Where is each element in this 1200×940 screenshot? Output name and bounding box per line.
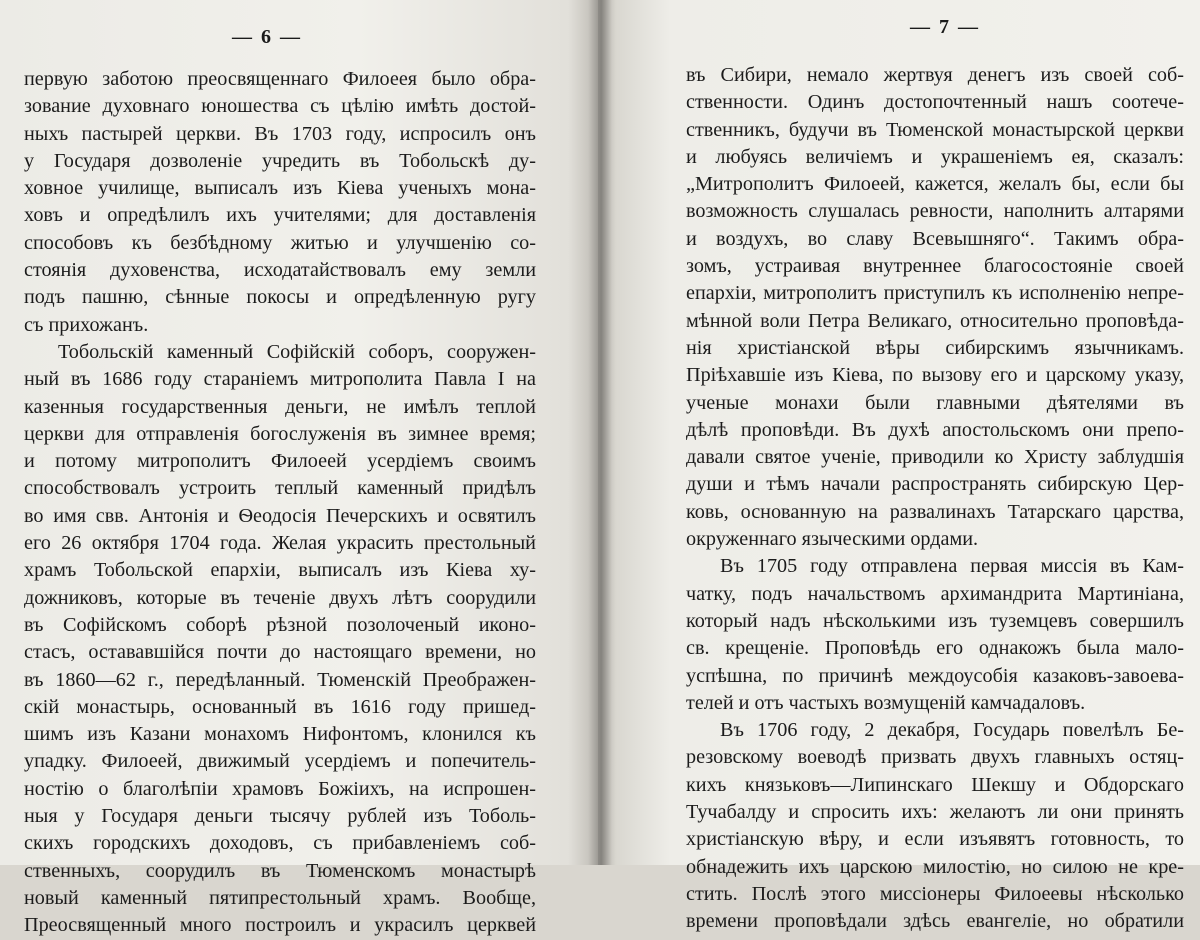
text-line: души и тѣмъ начали распространять сибирскую Цер- xyxy=(686,473,1184,496)
text-line: ковь, основанную на развалинахъ Татарскаго царства, xyxy=(686,500,1184,523)
text-line: и потому митрополитъ Филоеей усердіемъ своимъ xyxy=(24,450,536,473)
text-line: епархіи, митрополитъ приступилъ къ исполненію непре- xyxy=(686,282,1184,305)
text-line: св. крещеніе. Проповѣдь его однакожъ была мало- xyxy=(686,637,1184,660)
text-line: первую заботою преосвященнаго Филоеея было обра- xyxy=(24,68,536,90)
text-line: резовскому воеводѣ призвать двухъ главныхъ остяц- xyxy=(686,746,1184,769)
text-line: ственности. Одинъ достопочтенный нашъ соотече- xyxy=(686,91,1184,114)
text-line: Въ 1705 году отправлена первая миссія въ Кам- xyxy=(720,555,1184,578)
text-line: въ Сибири, немало жертвуя денегъ изъ своей соб- xyxy=(686,64,1184,86)
text-line: обнадежить ихъ царскою милостію, но силою не кре- xyxy=(686,855,1184,878)
text-line: церкви для отправленія богослуженія въ зимнее время; xyxy=(24,422,536,445)
text-line: нія христіанской вѣры сибирскимъ язычникамъ. xyxy=(686,336,1184,359)
text-line: казенныя государственныя деньги, не имѣлъ теплой xyxy=(24,395,536,418)
text-line: Преосвященный много построилъ и украсилъ церквей xyxy=(24,914,536,937)
text-line: телей и отъ частыхъ возмущеній камчадаловъ. xyxy=(686,691,1086,714)
text-line: во имя свв. Антонія и Ѳеодосія Печерскихъ и освятилъ xyxy=(24,504,536,527)
text-line: давали святое ученіе, приводили ко Христу заблудшія xyxy=(686,446,1184,469)
text-line: ховъ и опредѣлилъ ихъ учителями; для доставленія xyxy=(24,204,536,227)
page-number-right: — 7 — xyxy=(910,16,980,38)
text-line: чатку, подъ начальствомъ архимандрита Мартиніана, xyxy=(686,582,1184,605)
text-line: христіанскую вѣру, и если изъявятъ готовность, то xyxy=(686,828,1184,851)
text-line: зомъ, устраивая внутреннее благосостояніе своей xyxy=(686,255,1184,278)
text-line: времени проповѣдали здѣсь евангеліе, но обратили xyxy=(686,910,1184,933)
right-page xyxy=(598,0,1200,933)
text-line: Пріѣхавшіе изъ Кіева, по вызову его и царскому указу, xyxy=(686,364,1184,387)
left-page-text xyxy=(24,66,536,940)
text-line: „Митрополитъ Филоеей, кажется, желалъ бы, если бы xyxy=(686,173,1184,196)
text-line: упадку. Филоеей, движимый усердіемъ и попечитель- xyxy=(24,750,536,773)
text-line: Въ 1706 году, 2 декабря, Государь повелѣлъ Бе- xyxy=(720,719,1184,742)
text-line: ственныхъ, соорудилъ въ Тюменскомъ монастырѣ xyxy=(24,859,536,882)
text-line: способствовалъ устроить теплый каменный придѣлъ xyxy=(24,477,536,500)
text-line: зование духовнаго юношества съ цѣлію имѣть достой- xyxy=(24,95,536,118)
text-line: ныхъ пастырей церкви. Въ 1703 году, испросилъ онъ xyxy=(24,122,536,145)
text-line: окруженнаго языческими ордами. xyxy=(686,528,979,551)
text-line: Тобольскій каменный Софійскій соборъ, сооружен- xyxy=(58,340,536,363)
text-line: новый каменный пятипрестольный храмъ. Вообще, xyxy=(24,886,536,909)
text-line: ный въ 1686 году стараніемъ митрополита Павла I на xyxy=(24,368,536,391)
text-line: въ Софійскомъ соборѣ рѣзной позолоченый иконо- xyxy=(24,613,536,636)
text-line: мѣнной воли Петра Великаго, относительно проповѣда- xyxy=(686,309,1184,332)
text-line: ховное училище, выписалъ изъ Кіева ученыхъ мона- xyxy=(24,177,536,200)
text-line: подъ пашню, сѣнные покосы и опредѣленную ругу xyxy=(24,286,536,309)
text-line: кихъ князьковъ—Липинскаго Шекшу и Обдорскаго xyxy=(686,773,1184,796)
text-line: который надъ нѣсколькими изъ туземцевъ совершилъ xyxy=(686,609,1184,632)
text-line: возможность слушалась ревности, наполнить алтарями xyxy=(686,200,1184,223)
text-line: дѣлѣ проповѣди. Въ духѣ апостольскомъ они препо- xyxy=(686,418,1184,441)
text-line: Тучабалду и спросить ихъ: желаютъ ли они принять xyxy=(686,801,1184,824)
text-line: храмъ Тобольской епархіи, выписалъ изъ Кіева ху- xyxy=(24,559,536,582)
text-line: способовъ къ безбѣдному житью и улучшенію со- xyxy=(24,231,536,254)
left-page xyxy=(0,0,598,937)
text-line: у Государя дозволеніе учредить въ Тобольскѣ ду- xyxy=(24,149,536,172)
text-line: стасъ, остававшійся почти до настоящаго времени, но xyxy=(24,641,536,664)
right-page-text xyxy=(686,62,1184,936)
text-line: и воздухъ, во славу Всевышняго“. Такимъ обра- xyxy=(686,227,1184,250)
text-line: успѣшна, по причинѣ междоусобія казаковъ-завоева- xyxy=(686,664,1184,687)
text-line: стоянія духовенства, исходатайствовалъ ему земли xyxy=(24,259,536,282)
text-line: съ прихожанъ. xyxy=(24,313,149,336)
text-line: ныя у Государя деньги тысячу рублей изъ Тоболь- xyxy=(24,805,536,828)
text-line: скихъ городскихъ доходовъ, съ прибавленіемъ соб- xyxy=(24,832,536,855)
page-number-left: — 6 — xyxy=(232,26,302,48)
text-line: его 26 октября 1704 года. Желая украсить престольный xyxy=(24,532,536,555)
text-line: ностію о благолѣпіи храмовъ Божіихъ, на испрошен- xyxy=(24,777,536,800)
text-line: ученые монахи были главными дѣятелями въ xyxy=(686,391,1184,414)
text-line: въ 1860—62 г., передѣланный. Тюменскій Преображен- xyxy=(24,668,536,691)
text-line: скій монастырь, основанный въ 1616 году пришед- xyxy=(24,695,536,718)
text-line: стить. Послѣ этого миссіонеры Филоеевы нѣсколько xyxy=(686,882,1184,905)
text-line: дожниковъ, которые въ теченіе двухъ лѣтъ соорудили xyxy=(24,586,536,609)
text-line: шимъ изъ Казани монахомъ Нифонтомъ, клонился къ xyxy=(24,723,536,746)
text-line: ственникъ, будучи въ Тюменской монастырской церкви xyxy=(686,118,1184,141)
text-line: и любуясь величіемъ и украшеніемъ ея, сказалъ: xyxy=(686,145,1184,168)
